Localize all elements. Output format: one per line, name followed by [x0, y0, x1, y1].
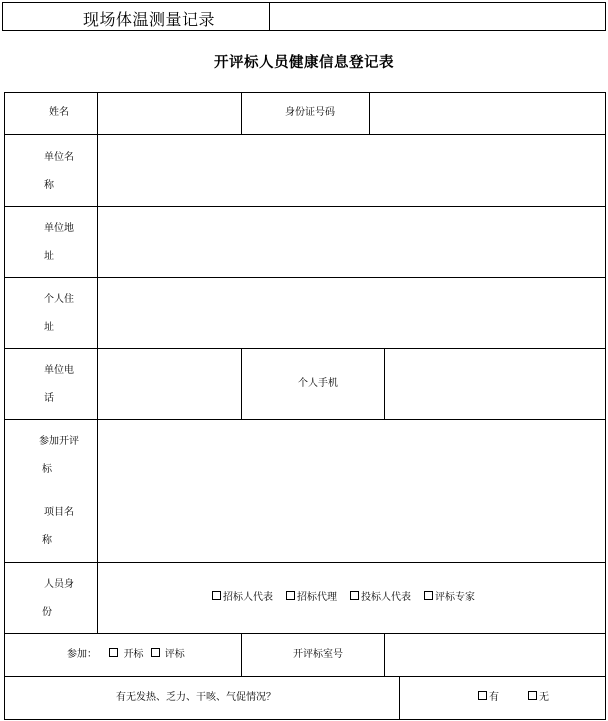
unit-name-input-cell[interactable]	[98, 135, 605, 206]
checkbox-icon[interactable]	[350, 591, 359, 600]
role-option-bidder[interactable]: 投标人代表	[350, 591, 411, 605]
unit-name-label-line1: 单位名	[44, 152, 74, 163]
role-option-tenderer[interactable]: 招标人代表	[212, 591, 273, 605]
attend-row	[67, 648, 185, 662]
temperature-record-label-cell	[3, 3, 270, 30]
attend-label: 参加：	[67, 649, 97, 660]
project-label-line3: 项目名	[44, 507, 74, 518]
temperature-record-label: 现场体温测量记录	[83, 10, 216, 29]
home-address-input-cell[interactable]	[98, 278, 605, 348]
project-label-line4: 称	[42, 535, 52, 546]
form-title: 开评标人员健康信息登记表	[214, 54, 394, 71]
temperature-record-table	[2, 2, 606, 31]
home-address-label-line1: 个人住	[44, 294, 74, 305]
project-input-cell[interactable]	[98, 420, 605, 562]
id-number-input-cell[interactable]	[370, 93, 605, 134]
checkbox-icon[interactable]	[286, 591, 295, 600]
checkbox-icon[interactable]	[528, 691, 537, 700]
unit-phone-input-cell[interactable]	[98, 349, 241, 419]
symptom-option-yes[interactable]: 有	[478, 691, 499, 705]
name-input-cell[interactable]	[98, 93, 241, 134]
room-number-input-cell[interactable]	[385, 634, 605, 676]
name-label: 姓名	[49, 107, 69, 118]
symptom-question: 有无发热、乏力、干咳、气促情况？	[116, 692, 276, 703]
unit-name-label-line2: 称	[44, 180, 54, 191]
project-label-line2: 标	[42, 464, 52, 475]
unit-address-label-line1: 单位地	[44, 223, 74, 234]
role-options	[212, 591, 475, 605]
role-label-line1: 人员身	[44, 579, 74, 590]
attend-option-evaluation[interactable]: 评标	[151, 649, 185, 660]
unit-address-label-line2: 址	[44, 251, 54, 262]
checkbox-icon[interactable]	[212, 591, 221, 600]
mobile-label: 个人手机	[298, 378, 338, 389]
unit-phone-label-line1: 单位电	[44, 365, 74, 376]
role-option-agency[interactable]: 招标代理	[286, 591, 337, 605]
checkbox-icon[interactable]	[424, 591, 433, 600]
unit-phone-label-line2: 话	[44, 393, 54, 404]
checkbox-icon[interactable]	[478, 691, 487, 700]
id-number-label: 身份证号码	[285, 107, 335, 118]
home-address-label-line2: 址	[44, 322, 54, 333]
checkbox-icon[interactable]	[151, 648, 160, 657]
role-label-line2: 份	[42, 607, 52, 618]
registration-form-table	[4, 92, 606, 720]
mobile-input-cell[interactable]	[385, 349, 605, 419]
attend-option-opening[interactable]: 开标	[109, 649, 143, 660]
room-number-label: 开评标室号	[293, 649, 343, 660]
project-label-line1: 参加开评	[39, 436, 79, 447]
unit-address-input-cell[interactable]	[98, 207, 605, 277]
role-option-expert[interactable]: 评标专家	[424, 591, 475, 605]
checkbox-icon[interactable]	[109, 648, 118, 657]
symptom-option-no[interactable]: 无	[528, 691, 549, 705]
